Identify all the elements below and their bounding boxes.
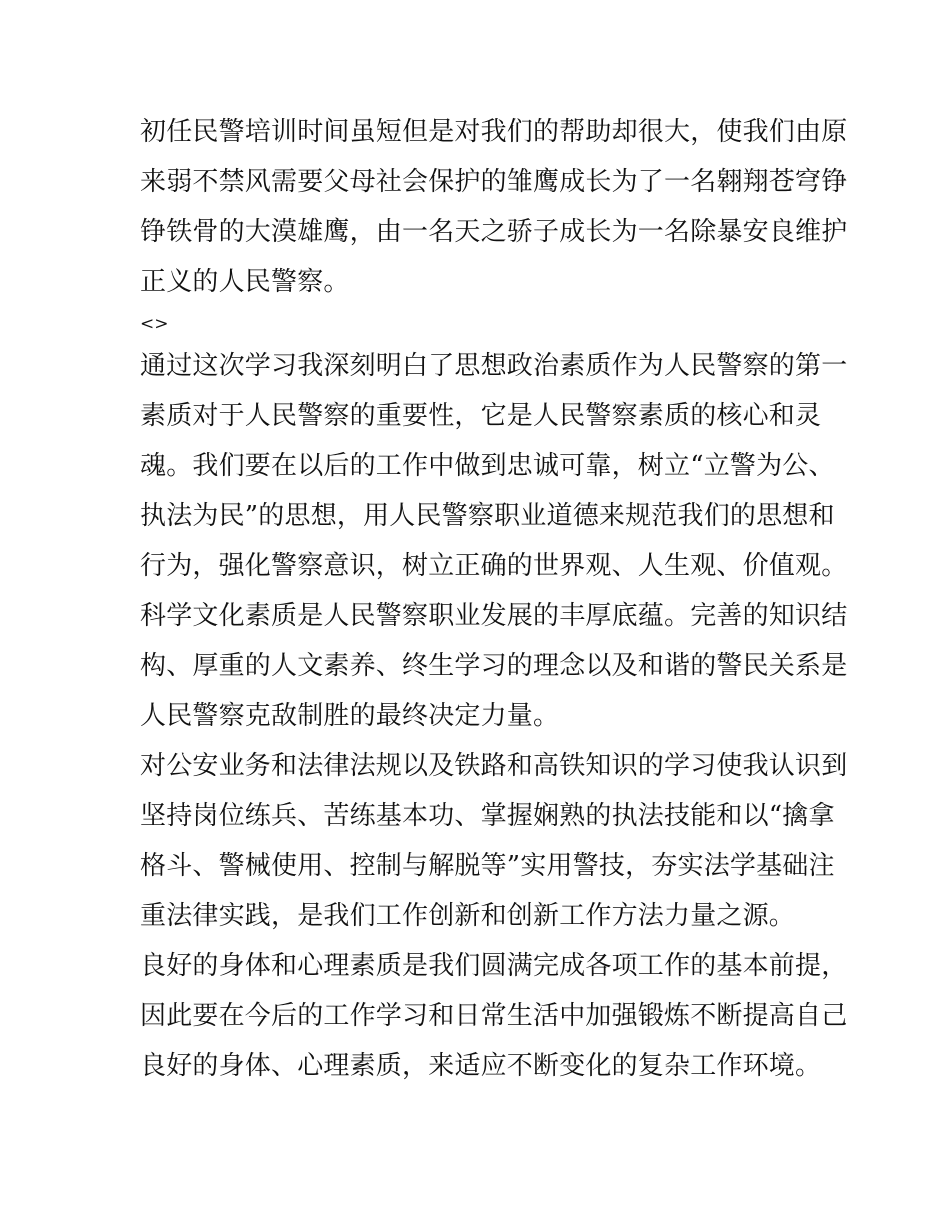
text-line: 正义的人民警察。 (140, 267, 350, 297)
text-line: 魂。我们要在以后的工作中做到忠诚可靠，树立“立警为公、 (140, 451, 835, 481)
text-line: 人民警察克敌制胜的最终决定力量。 (140, 701, 560, 731)
text-line: 通过这次学习我深刻明白了思想政治素质作为人民警察的第一 (140, 351, 848, 381)
text-line: 初任民警培训时间虽短但是对我们的帮助却很大，使我们由原 (140, 117, 848, 147)
paragraph-2 (140, 341, 848, 591)
text-line: 行为，强化警察意识，树立正确的世界观、人生观、价值观。 (140, 551, 848, 581)
text-line: 格斗、警械使用、控制与解脱等”实用警技，夯实法学基础注 (140, 851, 835, 881)
text-line: 来弱不禁风需要父母社会保护的雏鹰成长为了一名翱翔苍穹铮 (140, 167, 848, 197)
paragraph-3 (140, 591, 848, 741)
paragraph-1 (140, 107, 848, 307)
text-line: 重法律实践，是我们工作创新和创新工作方法力量之源。 (140, 901, 796, 931)
text-line: 构、厚重的人文素养、终生学习的理念以及和谐的警民关系是 (140, 651, 848, 681)
text-line: 执法为民”的思想，用人民警察职业道德来规范我们的思想和 (140, 501, 835, 531)
text-line: 对公安业务和法律法规以及铁路和高铁知识的学习使我认识到 (140, 751, 848, 781)
text-line: 铮铁骨的大漠雄鹰，由一名天之骄子成长为一名除暴安良维护 (140, 217, 848, 247)
document-body (140, 107, 848, 1091)
text-line: 科学文化素质是人民警察职业发展的丰厚底蕴。完善的知识结 (140, 601, 848, 631)
text-line: 良好的身体和心理素质是我们圆满完成各项工作的基本前提， (140, 951, 848, 981)
paragraph-4 (140, 741, 848, 941)
separator-marker: <> (140, 314, 169, 334)
text-line: 因此要在今后的工作学习和日常生活中加强锻炼不断提高自己 (140, 1001, 848, 1031)
paragraph-5 (140, 941, 848, 1091)
text-line: 良好的身体、心理素质，来适应不断变化的复杂工作环境。 (140, 1051, 822, 1081)
text-line: 素质对于人民警察的重要性，它是人民警察素质的核心和灵 (140, 401, 822, 431)
text-line: 坚持岗位练兵、苦练基本功、掌握娴熟的执法技能和以“擒拿 (140, 801, 835, 831)
